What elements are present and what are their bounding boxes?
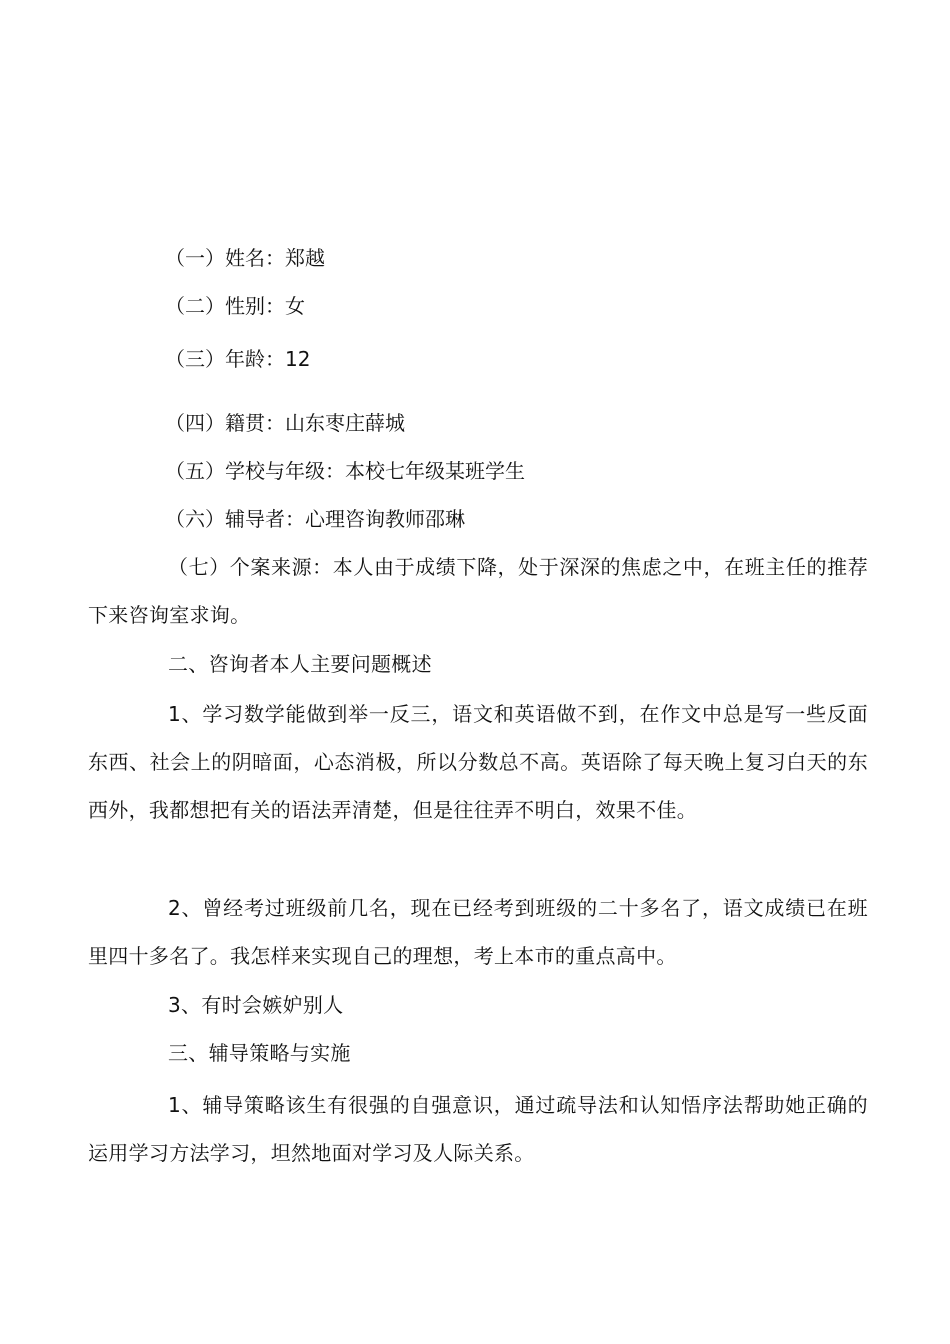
info-name: （一）姓名：郑越 <box>165 246 325 270</box>
info-origin: （四）籍贯：山东枣庄薛城 <box>165 411 405 435</box>
section-2-heading: 二、咨询者本人主要问题概述 <box>168 652 432 676</box>
section-2-item-2: 2、曾经考过班级前几名，现在已经考到班级的二十多名了，语文成绩已在班里四十多名了。我怎样来实现自己的理想，考上本市的重点高中。 <box>88 896 868 968</box>
section-3-heading: 三、辅导策略与实施 <box>168 1041 351 1065</box>
info-gender: （二）性别：女 <box>165 294 305 318</box>
info-counselor: （六）辅导者：心理咨询教师邵琳 <box>165 507 465 531</box>
section-3-item-1: 1、辅导策略该生有很强的自强意识，通过疏导法和认知悟序法帮助她正确的运用学习方法学习，坦然地面对学习及人际关系。 <box>88 1093 868 1165</box>
info-source: （七）个案来源：本人由于成绩下降，处于深深的焦虑之中，在班主任的推荐下来咨询室求询。 <box>88 555 868 627</box>
info-age: （三）年龄：12 <box>165 347 311 371</box>
section-2-item-1: 1、学习数学能做到举一反三，语文和英语做不到，在作文中总是写一些反面东西、社会上的阴暗面，心态消极，所以分数总不高。英语除了每天晚上复习白天的东西外，我都想把有关的语法弄清楚，但是往往弄不明白，效果不佳。 <box>88 702 868 822</box>
section-2-item-3: 3、有时会嫉妒别人 <box>168 993 344 1017</box>
info-school: （五）学校与年级：本校七年级某班学生 <box>165 459 525 483</box>
